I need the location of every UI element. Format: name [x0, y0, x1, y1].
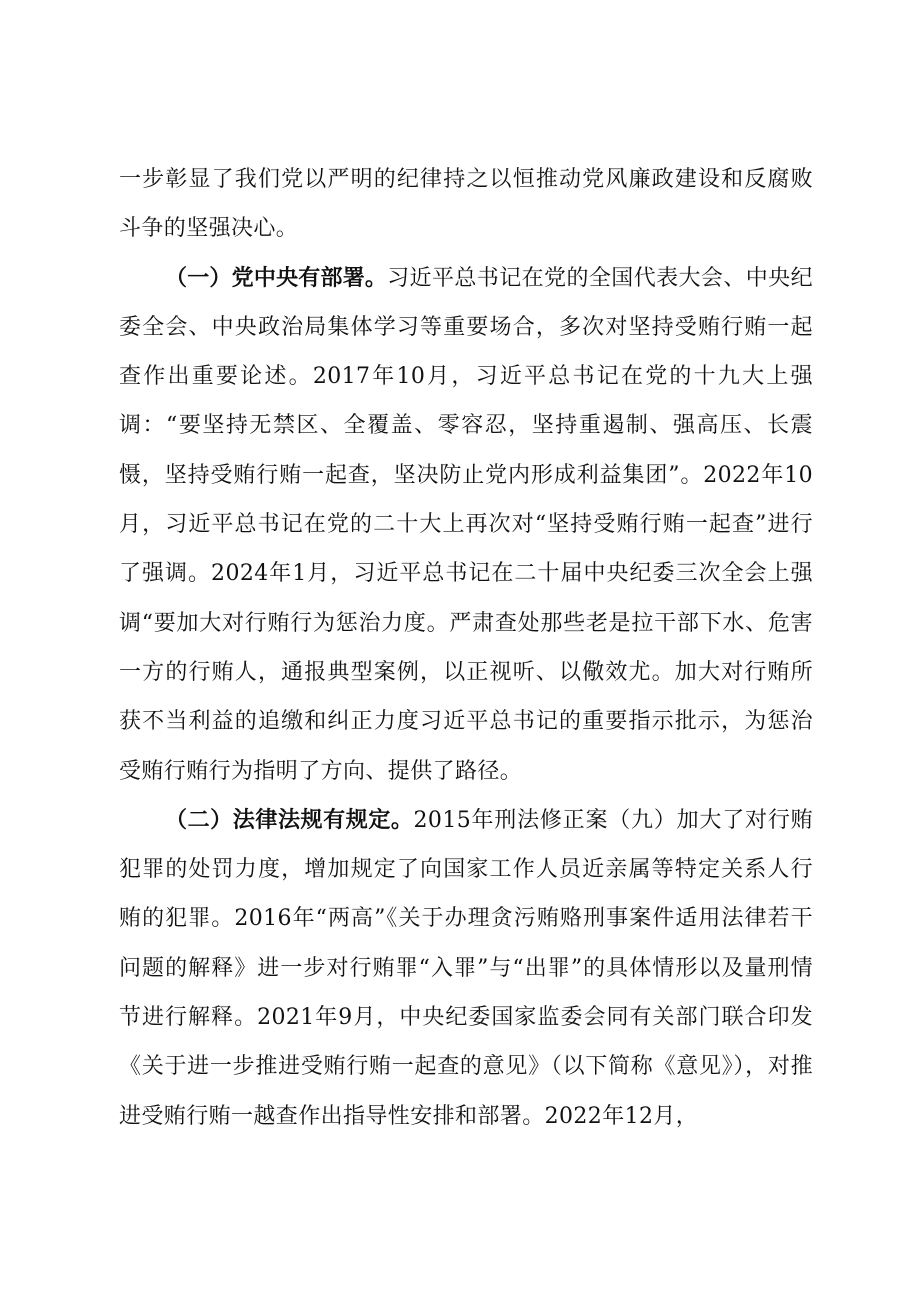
paragraph-text: 一步彰显了我们党以严明的纪律持之以恒推动党风廉政建设和反腐败斗争的坚强决心。 — [119, 167, 813, 242]
paragraph-text: 习近平总书记在党的全国代表大会、中央纪委全会、中央政治局集体学习等重要场合，多次对坚持受贿行贿一起查作出重要论述。2017年10月，习近平总书记在党的十九大上强调：“要坚持无禁区、全覆盖、零容忍，坚持重遏制、强高压、长震慑，坚持受贿行贿一起查，坚决防止党内形成利益集团”。2022年10月，习近平总书记在党的二十大上再次对“坚持受贿行贿一起查”进行了强调。2024年1月，习近平总书记在二十届中央纪委三次全会上强调“要加大对行贿行为惩治力度。严肃查处那些老是拉干部下水、危害一方的行贿人，通报典型案例，以正视听、以儆效尤。加大对行贿所获不当利益的追缴和纠正力度习近平总书记的重要指示批示，为惩治受贿行贿行为指明了方向、提供了路径。 — [119, 265, 813, 784]
document-body — [119, 155, 813, 1141]
section-heading: （一）党中央有部署。 — [165, 265, 388, 291]
paragraph-central-deployment — [119, 254, 813, 796]
paragraph-legal-provisions — [119, 796, 813, 1141]
section-heading: （二）法律法规有规定。 — [165, 807, 414, 833]
paragraph-text: 2015年刑法修正案（九）加大了对行贿犯罪的处罚力度，增加规定了向国家工作人员近亲属等特定关系人行贿的犯罪。2016年“两高”《关于办理贪污贿赂刑事案件适用法律若干问题的解释》进一步对行贿罪“入罪”与“出罪”的具体情形以及量刑情节进行解释。2021年9月，中央纪委国家监委会同有关部门联合印发《关于进一步推进受贿行贿一起查的意见》（以下简称《意见》），对推进受贿行贿一越查作出指导性安排和部署。2022年12月， — [119, 807, 814, 1129]
paragraph-continuation — [119, 155, 813, 254]
